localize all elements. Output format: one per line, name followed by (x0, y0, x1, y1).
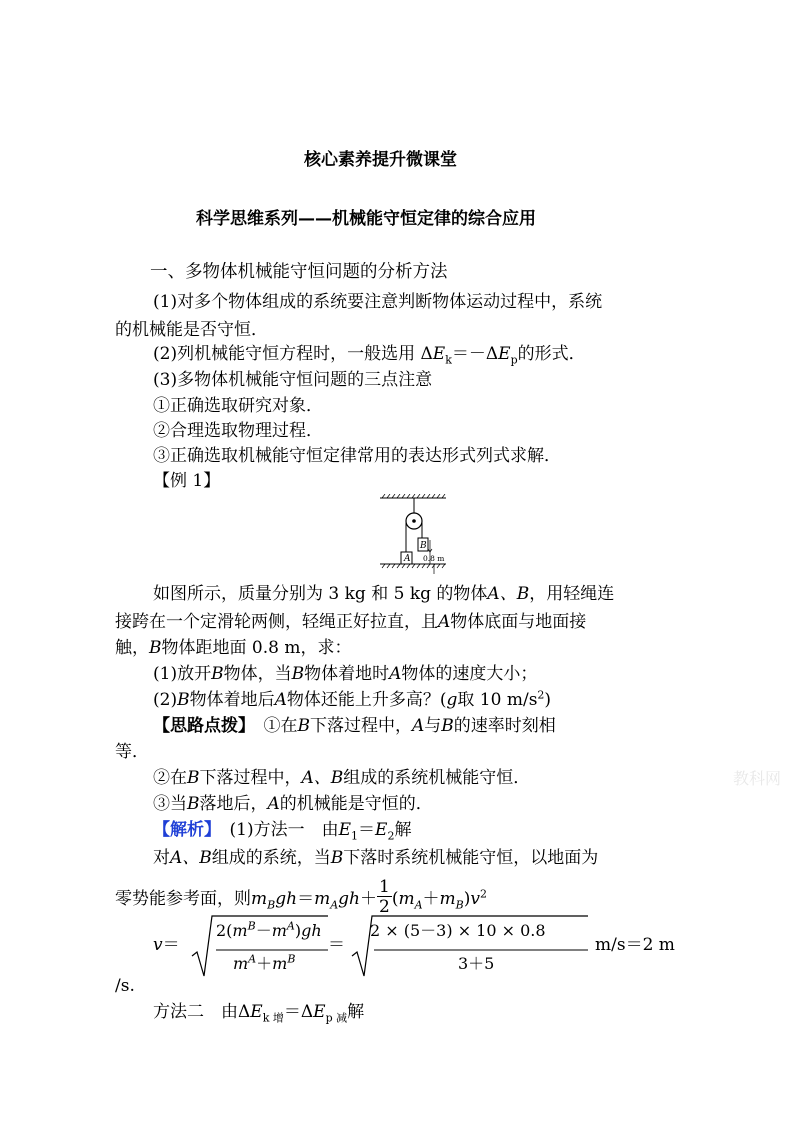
page-title: 核心素养提升微课堂 (304, 150, 457, 170)
hint-line: ③当B落地后，A的机械能是守恒的． (153, 794, 433, 814)
pulley-axle (412, 519, 416, 523)
watermark: 教科网 (733, 769, 782, 788)
page-subtitle: 科学思维系列——机械能守恒定律的综合应用 (196, 209, 536, 229)
hint-tag: 【思路点拨】 (153, 716, 247, 736)
hint-line: ②在B下落过程中，A、B组成的系统机械能守恒． (153, 768, 531, 788)
problem-line: 触，B物体距地面 0.8 m，求： (115, 638, 352, 658)
paragraph-line: (2)列机械能守恒方程时，一般选用 $\Delta E_k=-\Delta E_p$的形式． (153, 344, 586, 367)
ground-hatch (382, 564, 445, 568)
solution-line: 方法二 由$\Delta E_{k 增}=\Delta E_{p 减}$解 (153, 1002, 365, 1025)
list-item: ①正确选取研究对象． (153, 396, 323, 416)
solution-tag: 【解析】 (153, 820, 213, 840)
problem-line: 接跨在一个定滑轮两侧，轻绳正好拉直，且A物体底面与地面接 (115, 612, 587, 632)
equals-sign: ＝ (328, 935, 345, 955)
block-b-label: B (420, 541, 427, 551)
sqrt-denominator-2: 3＋5 (458, 954, 495, 973)
block-a-label: A (404, 554, 411, 564)
list-item: ③正确选取机械能守恒定律常用的表达形式列式求解． (153, 446, 561, 466)
question-1: (1)放开B物体，当B物体着地时A物体的速度大小； (153, 664, 538, 684)
paragraph-line: (1)对多个物体组成的系统要注意判断物体运动过程中，系统 (153, 292, 603, 312)
hint-line: 【思路点拨】 ①在B下落过程中，A与B的速率时刻相 (153, 716, 556, 736)
list-item: ②合理选取物理过程． (153, 421, 323, 441)
pulley-diagram (378, 494, 450, 578)
paragraph-line: (3)多物体机械能守恒问题的三点注意 (153, 370, 433, 390)
ceiling-hatch (382, 494, 445, 498)
paragraph-line: 的机械能是否守恒． (115, 320, 268, 340)
sqrt-numerator-2: 2 × (5－3) × 10 × 0.8 (370, 921, 546, 940)
velocity-unit: /s. (115, 976, 135, 996)
solution-line: 对A、B组成的系统，当B下落时系统机械能守恒，以地面为 (153, 848, 599, 868)
velocity-lhs: v＝ (153, 935, 180, 955)
problem-line: 如图所示，质量分别为 3 kg 和 5 kg 的物体A、B，用轻绳连 (153, 584, 615, 604)
example-label: 【例 1】 (153, 471, 221, 491)
hint-line: 等． (115, 742, 149, 762)
question-2: (2)B物体着地后A物体还能上升多高？(g取 10 $m/s^2$) (153, 688, 552, 710)
section-heading: 一、多物体机械能守恒问题的分析方法 (150, 262, 448, 282)
solution-line: 【解析】 (1)方法一 由$E_1=E_2$解 (153, 820, 412, 843)
sqrt-denominator-1: $m^A+m^B$ (233, 952, 296, 973)
fraction-half: $\frac{1}{2}$ (378, 877, 390, 917)
solution-equation-line: 零势能参考面，则$m_Bgh=m_Agh+$ $\frac{1}{2}$ $(m_A+m_B)v^2$ (115, 877, 487, 917)
sqrt-numerator-1: $2(m^B-m^A)gh$ (216, 919, 322, 940)
velocity-result: m/s＝2 m (595, 935, 675, 955)
height-label: 0.8 m (423, 554, 445, 563)
